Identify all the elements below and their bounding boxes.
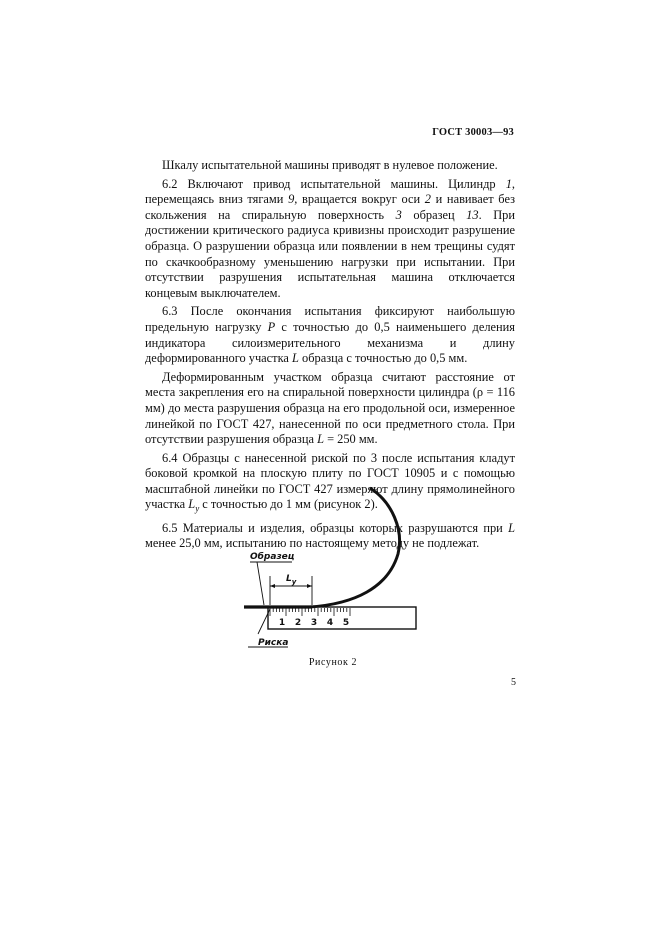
paragraph-text-run: 13	[466, 207, 479, 222]
paragraph-text-run: 2	[424, 192, 431, 207]
paragraph-text-run: у	[195, 503, 200, 514]
paragraph-text-run: L	[188, 497, 196, 512]
paragraph-text-run: 6.3 После окончания испытания фиксируют наибольшую предельную нагрузку	[145, 304, 515, 334]
dimension-label: $L_у$	[286, 574, 297, 586]
paragraph-6-3	[145, 304, 515, 366]
ruler-number-2: 2	[294, 618, 302, 628]
paragraph-text-run: и навивает без скольжения на спиральную поверхность	[145, 192, 515, 222]
page-header-standard: ГОСТ 30003—93	[432, 127, 514, 138]
paragraph-text-run: P	[267, 319, 276, 334]
ruler-number-5: 5	[342, 618, 350, 628]
paragraph-text-run: L	[508, 520, 515, 535]
paragraph-text-run: . При достижении критического радиуса кривизны происходит разрушение образца. О разрушении образца или появлении в нем трещины судят по скачкообразному уменьшению нагрузки при испытании. При отсутствии разрушения испытательная машина отключается концевым выключателем.	[145, 207, 515, 300]
paragraph-text-run: L	[292, 351, 299, 366]
paragraph-text-run: = 250 мм.	[323, 432, 378, 447]
paragraph-text-run: 1	[505, 176, 512, 191]
paragraph-text-run: образец	[401, 207, 467, 222]
paragraph-text-run: L	[317, 432, 324, 447]
paragraph-text-run: 6.5 Материалы и изделия, образцы которых разрушаются при	[162, 520, 509, 535]
ruler-number-3: 3	[310, 618, 318, 628]
paragraph-text-run: 6.2 Включают привод испытательной машины. Цилиндр	[162, 176, 506, 191]
ruler-ticks	[270, 608, 350, 616]
ruler-number-1: 1	[278, 618, 286, 628]
paragraph-text-run: 6.4 Образцы с нанесенной риской по 3 после испытания кладут боковой кромкой на плоскую плиту по ГОСТ 10905 и с помощью масштабной линейки по ГОСТ 427 измеряют длину прямолинейного участка	[145, 450, 515, 512]
paragraph-text-run: менее 25,0 мм, испытанию по настоящему методу не подлежат.	[145, 536, 480, 551]
label-sample-leader	[257, 562, 264, 605]
label-mark: Риска	[258, 638, 289, 648]
paragraph-text-run: Шкалу испытательной машины приводят в нулевое положение.	[162, 158, 498, 172]
paragraph-text-run: , вращается вокруг оси	[294, 192, 425, 207]
figure-caption: Рисунок 2	[308, 657, 358, 668]
ruler-number-4: 4	[326, 618, 334, 628]
figure-2	[236, 484, 426, 652]
paragraph-text-run: с точностью до 0,5 наименьшего деления индикатора силоизмерительного механизма и длину деформированного участка	[145, 319, 515, 366]
sample-curved-part	[310, 488, 400, 607]
paragraph-6-2	[145, 177, 515, 302]
paragraph-text-run: Деформированным участком образца считают расстояние от места закрепления его на спиральной поверхности цилиндра (ρ = 116 мм) до места разрушения образца на его продольной оси, измеренное линейкой по ГОСТ 427, нанесенной по оси предметного стола. При отсутствии разрушения образца	[145, 369, 515, 447]
dimension-arrow-left	[270, 584, 275, 588]
paragraph-deformed-section	[145, 370, 515, 448]
paragraph-text-run: 3	[395, 207, 402, 222]
dimension-arrow-right	[307, 584, 312, 588]
paragraph-scale-zero	[145, 158, 515, 174]
paragraph-text-run: с точностью до 1 мм (рисунок 2).	[199, 497, 378, 512]
paragraph-text-run: образца с точностью до 0,5 мм.	[298, 351, 468, 366]
page-number: 5	[511, 677, 516, 688]
label-sample: Образец	[250, 552, 295, 562]
paragraph-text-run: 9	[288, 192, 295, 207]
paragraph-text-run: , перемещаясь вниз тягами	[145, 176, 515, 207]
figure-drawing	[236, 484, 426, 652]
